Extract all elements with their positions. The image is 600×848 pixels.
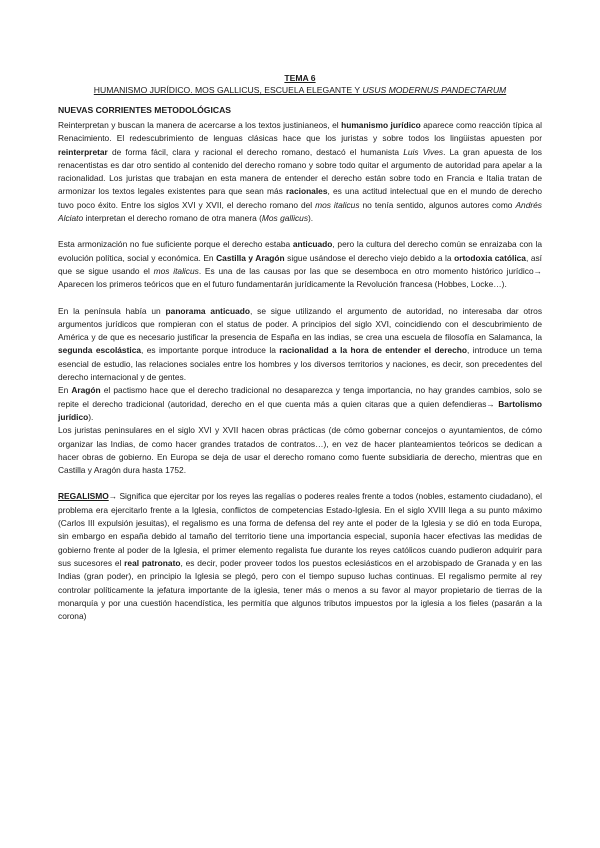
text-run: aparece como reacción típica al Renacimiento. El redescubrimiento de lenguas clásicas hace que los juristas y sobre todos los lingüistas apuesten por (58, 120, 542, 144)
paragraph-juristas (58, 424, 542, 477)
bold-term: Bartolismo jurídico (58, 398, 542, 422)
paragraph-armonizacion (58, 238, 542, 291)
section-heading: NUEVAS CORRIENTES METODOLÓGICAS (58, 105, 232, 115)
bold-term: racionales (286, 186, 328, 197)
text-run: , se sigue utilizando el argumento de autoridad, no interesaba dar otros argumentos jurídicos que rompieran con el status de poder. A principios del siglo XVI, coincidiendo con el descubrimiento de América y de que es necesario justificar la presencia de España en las indias, se crea una escuela de filosofía en Salamanca, la (58, 305, 543, 343)
text-run: el pactismo hace que el derecho tradicional no desaparezca y tenga importancia, no hay grandes cambios, solo se repite el derecho tradicional (autoridad, derecho en el que cuenta más a quien citaras que a quien defendieras→ (58, 385, 542, 409)
text-run: En la península había un (58, 305, 166, 316)
text-run: de forma fácil, clara y racional el derecho romano, destacó el humanista (107, 146, 404, 157)
paragraph-aragon (58, 384, 542, 424)
bold-term: anticuado (292, 239, 333, 250)
text-run: , es una actitud intelectual que en el mundo de derecho tuvo poco éxito. Entre los siglos XVI y XVII, el derecho romano del (58, 186, 542, 210)
document-body (58, 72, 542, 623)
bold-term: ortodoxia católica (454, 252, 526, 263)
text-run: ). (308, 213, 314, 224)
underlined-heading-term: REGALISMO (58, 491, 109, 502)
bold-term: reinterpretar (58, 146, 108, 157)
text-run: , así que se sigue usando el (58, 252, 542, 276)
bold-term: segunda escolástica (58, 345, 142, 356)
text-run: . Es una de las causas por las que se desemboca en otro momento histórico jurídico→ Aparecen los primeros teóricos que en el futuro fundamentarán jurídicamente la Revolución francesa (Hobbes, Locke…). (58, 265, 542, 290)
bold-term: real patronato (124, 557, 181, 568)
text-run: , es decir, poder proveer todos los puestos eclesiásticos en el arzobispado de Granada y en las Indias (gran poder), en principio la Iglesia se plegó, pero con el tiempo supuso luchas continuas. El regalismo permite al rey controlar políticamente la jefatura importante de la iglesia, tener más o menos a su favor al mayor propietario de tierras de la monarquía y por una cuestión hacendística, les permitía que algunos tributos impuestos por la iglesia a los fieles (pasarán a la corona) (58, 557, 542, 622)
bold-term: panorama anticuado (165, 305, 250, 316)
bold-term: Aragón (71, 385, 101, 396)
spacer (58, 225, 542, 238)
text-run: Esta armonización no fue suficiente porque el derecho estaba (58, 239, 293, 250)
text-run: Reinterpretan y buscan la manera de acercarse a los textos justinianeos, el (58, 120, 342, 130)
bold-term: humanismo jurídico (341, 120, 421, 130)
text-run: , es importante porque introduce la (141, 345, 280, 356)
text-run: sigue usándose el derecho viejo debido a la (284, 252, 455, 263)
spacer (58, 292, 542, 305)
text-run: , introduce un tema esencial de estudio, las relaciones sociales entre los hombres y los diversos territorios y naciones, es decir, son precedentes del derecho internacional y de gentes. (58, 345, 542, 383)
italic-term: Luis Vives (403, 146, 444, 157)
text-run: En (58, 385, 72, 396)
bold-term: Castilla y Aragón (216, 252, 285, 263)
paragraph-regalismo (58, 490, 542, 623)
italic-term: mos italicus (153, 265, 199, 276)
text-run: no tenía sentido, algunos autores como (359, 199, 516, 210)
spacer (58, 477, 542, 490)
text-run: Los juristas peninsulares en el siglo XVI y XVII hacen obras prácticas (de cómo gobernar concejos o ayuntamientos, de cómo organizar las Indias, de como hacer grandes tratados de contratos…), en vez de hacer planteamientos teóricos se dedican a hacer obras de gobierno. En Europa se deja de usar el derecho romano como fuente subsidiaria de derecho, mientras que en Castilla y Aragón dura hasta 1752. (58, 425, 542, 476)
text-run: ). (88, 411, 94, 422)
document-subtitle (58, 84, 542, 96)
italic-term: Andrés Alciato (58, 199, 542, 224)
subtitle-italic-text: USUS MODERNUS PANDECTARUM (362, 85, 507, 95)
text-run: , pero la cultura del derecho común se enraizaba con la evolución política, social y económica. En (58, 239, 542, 263)
italic-term: mos italicus (315, 199, 360, 210)
italic-term: Mos gallicus (261, 213, 309, 224)
paragraph-peninsula (58, 305, 542, 385)
text-run: interpretan el derecho romano de otra manera ( (83, 213, 262, 224)
bold-term: racionalidad a la hora de entender el derecho (279, 345, 468, 356)
text-run: . La gran apuesta de los renacentistas es dar otro sentido al contenido del derecho romano y sobre todo quitar el argumento de autoridad para apelar a la racionalidad. Los juristas que trabajan en esta manera de entender el derecho están sobre todo en Francia e Italia tratan de armonizar los textos legales existentes para que sean más (58, 146, 542, 197)
paragraph-humanismo (58, 119, 542, 225)
text-run: → Significa que ejercitar por los reyes las regalías o poderes reales frente a todos (nobles, estamento ciudadano), el problema era ejercitarlo frente a la Iglesia, conflictos de competencias Estado-Iglesia. En el siglo XVIII llega a su punto máximo (Carlos III expulsión jesuitas), el regalismo es una forma de defensa del rey ante el poder de la Iglesia y se dió en toda Europa, sin embargo en españa debido al tamaño del territorio tiene una importancia especial, suponía hacer efectivas las medidas de gobierno frente al poder de la Iglesia, el primer elemento regalista fue durante los reyes católicos cuando pudieron adquirir para sus sucesores el (58, 491, 542, 568)
document-title: TEMA 6 (284, 73, 316, 83)
subtitle-text: HUMANISMO JURÍDICO. MOS GALLICUS, ESCUELA ELEGANTE Y (93, 85, 363, 95)
